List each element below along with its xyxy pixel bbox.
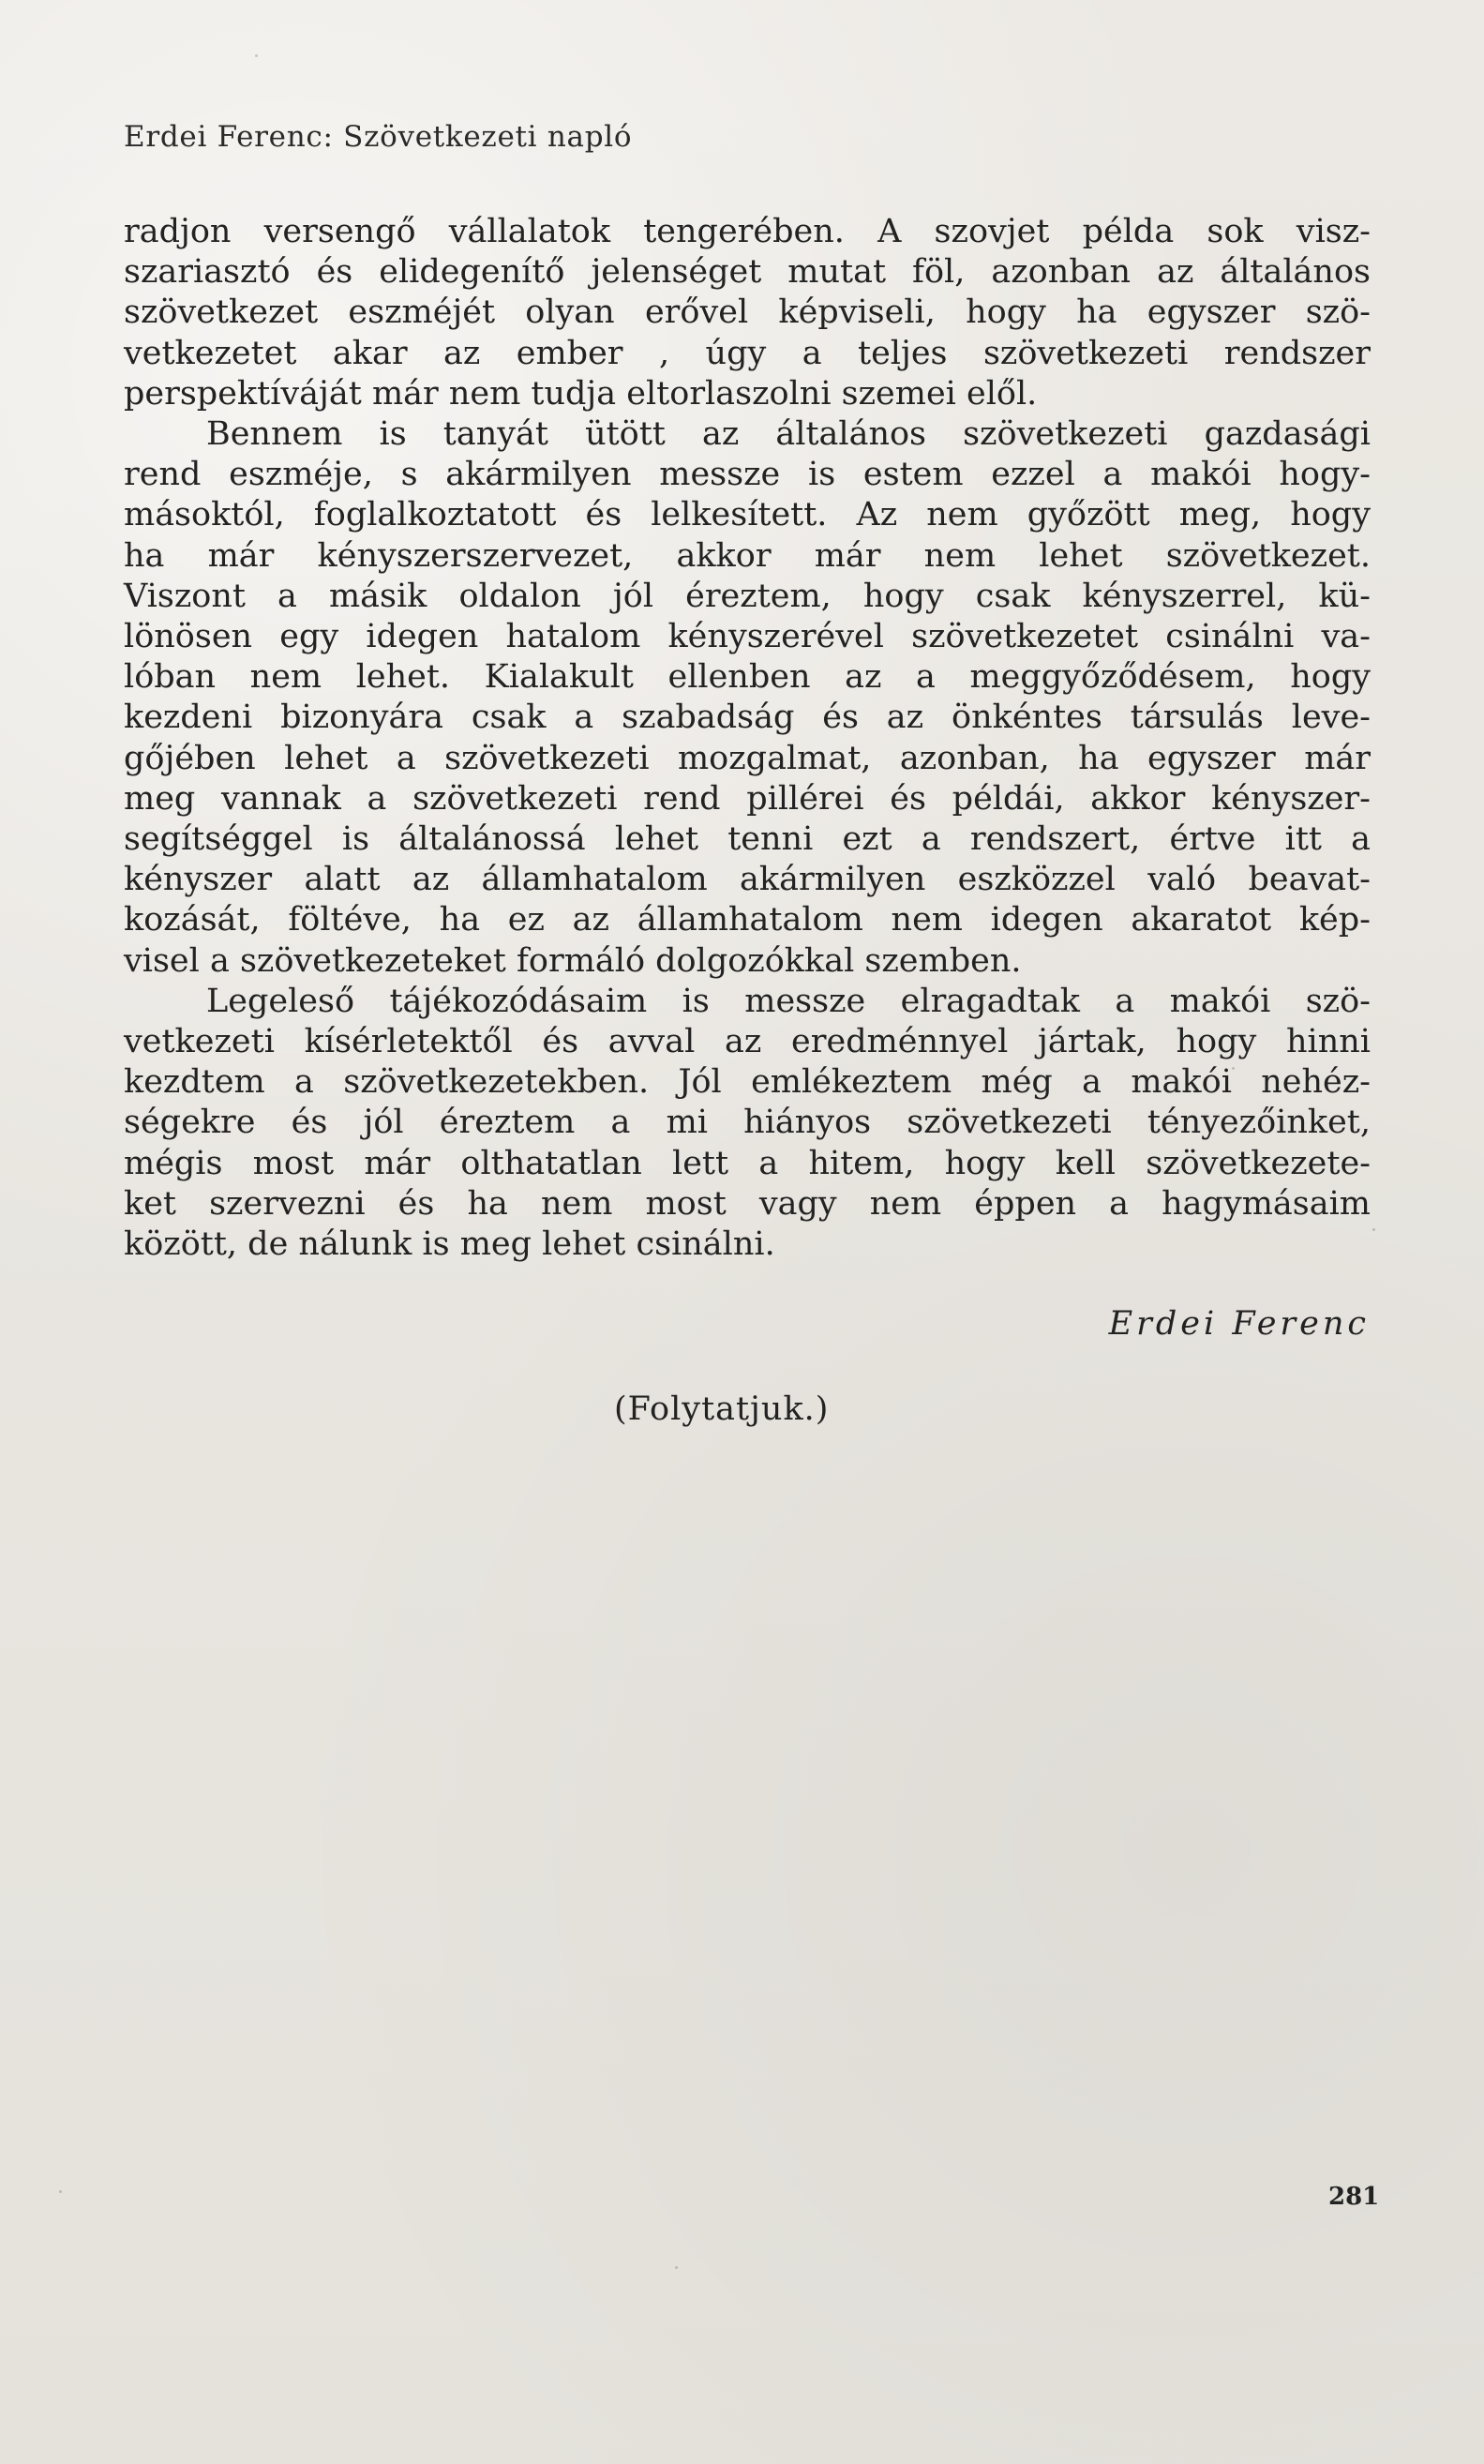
- text-line: kozását, föltéve, ha ez az államhatalom nem idegen akaratot kép-: [124, 901, 1371, 939]
- page-number: 281: [1328, 2183, 1380, 2211]
- text-line: szariasztó és elidegenítő jelenséget mutat föl, azonban az általános: [124, 253, 1371, 292]
- text-line: radjon versengő vállalatok tengerében. A szovjet példa sok visz-: [124, 213, 1371, 250]
- paper-speck: [675, 2266, 678, 2269]
- text-line: meg vannak a szövetkezeti rend pillérei és példái, akkor kényszer-: [124, 779, 1371, 818]
- paper-speck: [1232, 1067, 1235, 1070]
- text-line: másoktól, foglalkoztatott és lelkesített. Az nem győzött meg, hogy: [124, 496, 1371, 534]
- text-line: Viszont a másik oldalon jól éreztem, hogy csak kényszerrel, kü-: [124, 577, 1371, 615]
- text-line: vetkezeti kísérletektől és avval az eredménnyel jártak, hogy hinni: [124, 1023, 1371, 1061]
- paper-speck: [255, 54, 258, 57]
- text-line: gőjében lehet a szövetkezeti mozgalmat, azonban, ha egyszer már: [124, 739, 1371, 777]
- text-line: visel a szövetkezeteket formáló dolgozókkal szemben.: [124, 941, 1022, 980]
- text-line: segítséggel is általánossá lehet tenni ezt a rendszert, értve itt a: [124, 820, 1371, 859]
- paper-speck: [59, 2190, 62, 2193]
- text-line: rend eszméje, s akármilyen messze is estem ezzel a makói hogy-: [124, 456, 1371, 494]
- body-text: [124, 212, 1371, 1265]
- text-line: szövetkezet eszméjét olyan erővel képviseli, hogy ha egyszer szö-: [124, 293, 1371, 332]
- paper-speck: [1372, 1228, 1375, 1231]
- running-header: Erdei Ferenc: Szövetkezeti napló: [124, 120, 633, 154]
- text-line: kezdtem a szövetkezetekben. Jól emlékeztem még a makói nehéz-: [124, 1063, 1371, 1102]
- text-line: között, de nálunk is meg lehet csinálni.: [124, 1225, 775, 1264]
- text-line: mégis most már olthatatlan lett a hitem, hogy kell szövetkezete-: [124, 1144, 1371, 1182]
- text-line: lóban nem lehet. Kialakult ellenben az a meggyőződésem, hogy: [124, 658, 1371, 697]
- text-line: lönösen egy idegen hatalom kényszerével szövetkezetet csinálni va-: [124, 618, 1371, 656]
- text-line: ha már kényszerszervezet, akkor már nem lehet szövetkezet.: [124, 536, 1371, 575]
- continued-note: (Folytatjuk.): [614, 1390, 830, 1428]
- author-signature: Erdei Ferenc: [1108, 1305, 1370, 1343]
- text-line: vetkezetet akar az ember , úgy a teljes szövetkezeti rendszer: [124, 334, 1371, 372]
- text-line: kezdeni bizonyára csak a szabadság és az önkéntes társulás leve-: [124, 699, 1371, 737]
- text-line: ségekre és jól éreztem a mi hiányos szövetkezeti tényezőinket,: [124, 1104, 1371, 1142]
- text-line: Bennem is tanyát ütött az általános szövetkezeti gazdasági: [206, 415, 1371, 454]
- text-line: Legeleső tájékozódásaim is messze elragadtak a makói szö-: [206, 982, 1371, 1020]
- text-line: ket szervezni és ha nem most vagy nem éppen a hagymásaim: [124, 1184, 1371, 1223]
- text-line: perspektíváját már nem tudja eltorlaszolni szemei elől.: [124, 374, 1038, 413]
- text-line: kényszer alatt az államhatalom akármilyen eszközzel való beavat-: [124, 861, 1371, 899]
